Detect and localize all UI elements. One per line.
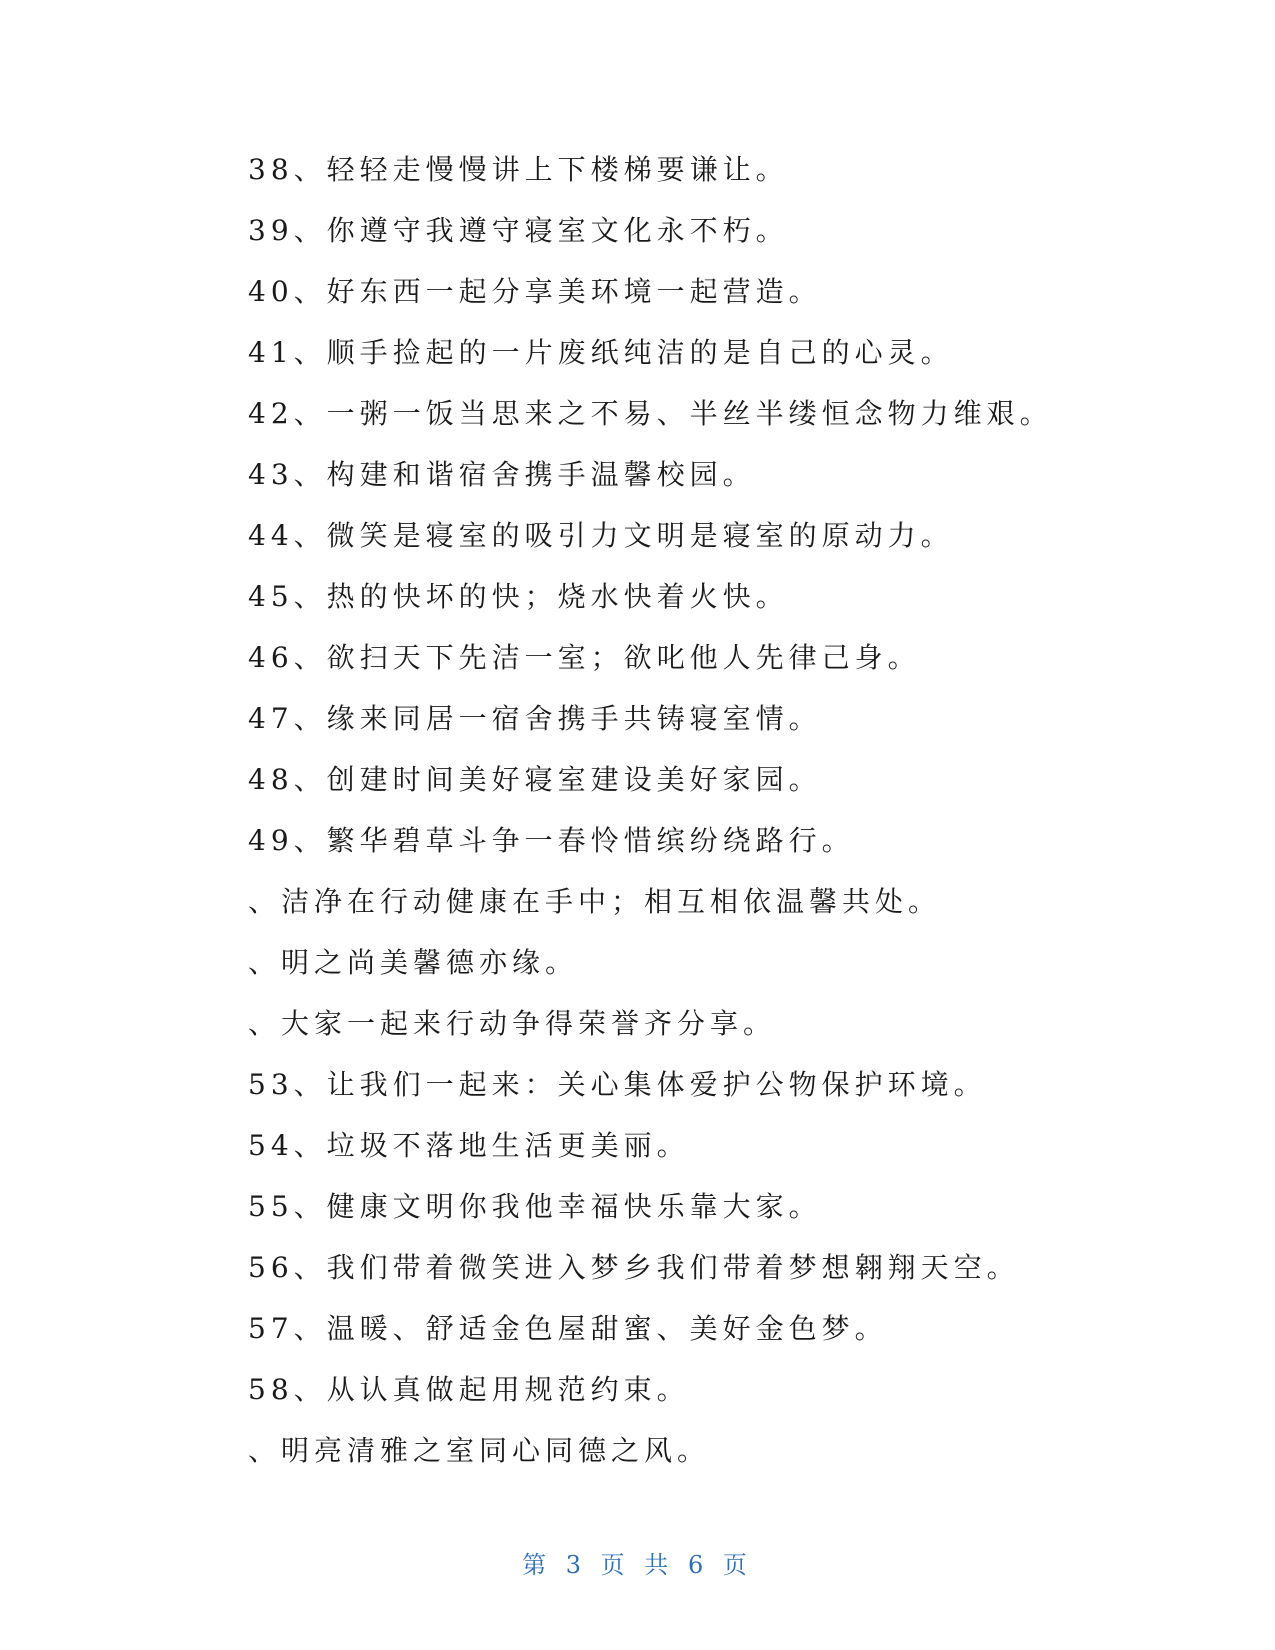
slogan-line: 53、让我们一起来：关心集体爱护公物保护环境。 xyxy=(248,1068,987,1101)
slogan-line: 41、顺手捡起的一片废纸纯洁的是自己的心灵。 xyxy=(248,336,954,369)
slogan-line: 46、欲扫天下先洁一室；欲叱他人先律己身。 xyxy=(248,641,921,674)
slogan-line: 55、健康文明你我他幸福快乐靠大家。 xyxy=(248,1190,822,1223)
slogan-line: 49、繁华碧草斗争一春怜惜缤纷绕路行。 xyxy=(248,824,855,857)
slogan-line: 、大家一起来行动争得荣誉齐分享。 xyxy=(248,1007,777,1040)
slogan-line: 、明之尚美馨德亦缘。 xyxy=(248,946,579,979)
slogan-line: 、洁净在行动健康在手中；相互相依温馨共处。 xyxy=(248,885,942,918)
page-number-footer: 第 3 页 共 6 页 xyxy=(522,1551,753,1579)
slogan-line: 40、好东西一起分享美环境一起营造。 xyxy=(248,275,822,308)
slogan-line: 43、构建和谐宿舍携手温馨校园。 xyxy=(248,458,756,491)
slogan-line: 57、温暖、舒适金色屋甜蜜、美好金色梦。 xyxy=(248,1312,888,1345)
slogan-line: 56、我们带着微笑进入梦乡我们带着梦想翱翔天空。 xyxy=(248,1251,1020,1284)
slogan-line: 42、一粥一饭当思来之不易、半丝半缕恒念物力维艰。 xyxy=(248,397,1053,430)
slogan-line: 45、热的快坏的快；烧水快着火快。 xyxy=(248,580,789,613)
slogan-line: 38、轻轻走慢慢讲上下楼梯要谦让。 xyxy=(248,153,789,186)
slogan-line: 58、从认真做起用规范约束。 xyxy=(248,1373,690,1406)
slogan-list xyxy=(248,145,1208,1487)
slogan-line: 54、垃圾不落地生活更美丽。 xyxy=(248,1129,690,1162)
slogan-line: 39、你遵守我遵守寝室文化永不朽。 xyxy=(248,214,789,247)
slogan-line: 44、微笑是寝室的吸引力文明是寝室的原动力。 xyxy=(248,519,954,552)
slogan-line: 48、创建时间美好寝室建设美好家园。 xyxy=(248,763,822,796)
slogan-line: 、明亮清雅之室同心同德之风。 xyxy=(248,1434,711,1467)
slogan-line: 47、缘来同居一宿舍携手共铸寝室情。 xyxy=(248,702,822,735)
